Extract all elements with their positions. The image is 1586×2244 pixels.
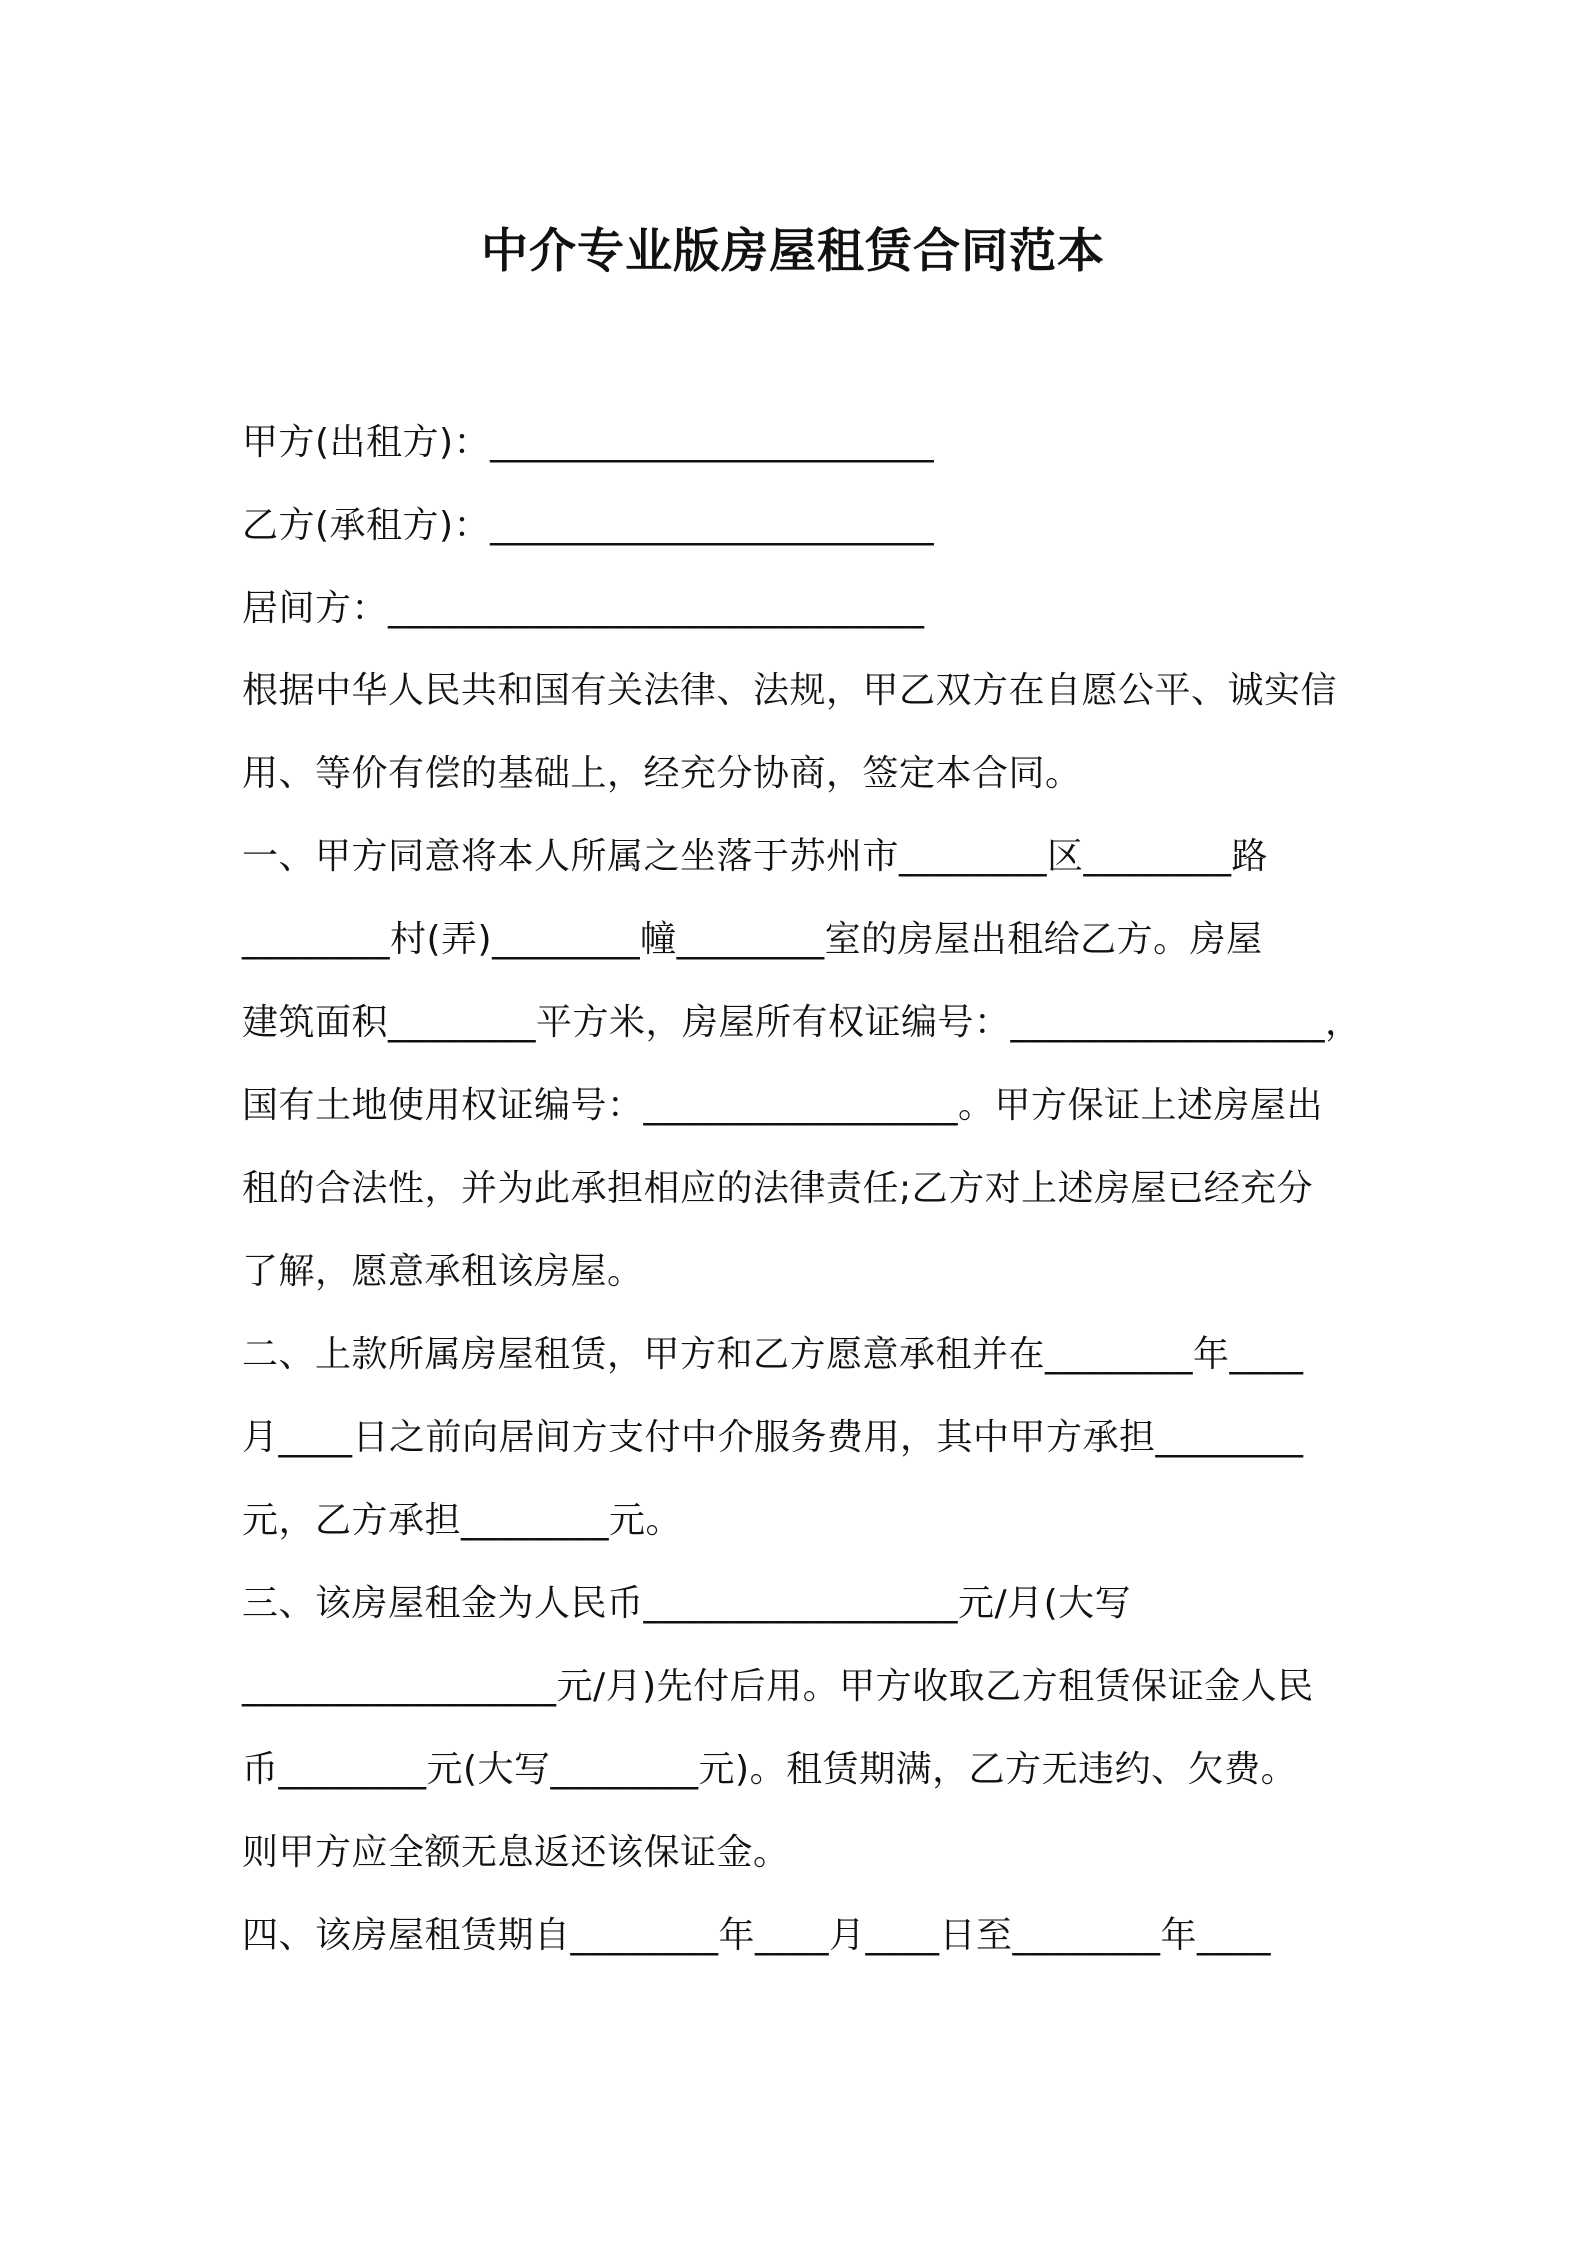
party-a-line: 甲方(出租方)：________________________ (242, 422, 935, 463)
clause-1-line-5: 租的合法性，并为此承担相应的法律责任;乙方对上述房屋已经充分 (242, 1168, 1314, 1209)
clause-3-line-3: 币________元(大写________元)。租赁期满，乙方无违约、欠费。 (242, 1749, 1298, 1790)
clause-2-line-1: 二、上款所属房屋租赁，甲方和乙方愿意承租并在________年____ (242, 1334, 1304, 1375)
clause-2-line-2: 月____日之前向居间方支付中介服务费用，其中甲方承担________ (242, 1417, 1304, 1458)
clause-2-line-3: 元，乙方承担________元。 (242, 1500, 683, 1541)
clause-1-line-2: ________村(弄)________幢________室的房屋出租给乙方。房屋 (242, 919, 1263, 960)
clause-4-line-1: 四、该房屋租赁期自________年____月____日至________年____ (242, 1915, 1272, 1956)
preamble-line-2: 用、等价有偿的基础上，经充分协商，签定本合同。 (242, 753, 1082, 794)
clause-3-line-1: 三、该房屋租金为人民币_________________元/月(大写 (242, 1583, 1132, 1624)
preamble-line-1: 根据中华人民共和国有关法律、法规，甲乙双方在自愿公平、诚实信 (242, 670, 1338, 711)
clause-3-line-2: _________________元/月)先付后用。甲方收取乙方租赁保证金人民 (242, 1666, 1314, 1707)
clause-1-line-6: 了解，愿意承租该房屋。 (242, 1251, 644, 1292)
document-title: 中介专业版房屋租赁合同范本 (481, 224, 1105, 279)
clause-1-line-3: 建筑面积________平方米，房屋所有权证编号：_________________， (242, 1002, 1362, 1043)
party-b-line: 乙方(承租方)：________________________ (242, 505, 935, 546)
clause-1-line-1: 一、甲方同意将本人所属之坐落于苏州市________区________路 (242, 836, 1269, 877)
clause-3-line-4: 则甲方应全额无息返还该保证金。 (242, 1832, 790, 1873)
intermediary-line: 居间方：_____________________________ (242, 588, 925, 629)
clause-1-line-4: 国有土地使用权证编号：_________________。甲方保证上述房屋出 (242, 1085, 1324, 1126)
